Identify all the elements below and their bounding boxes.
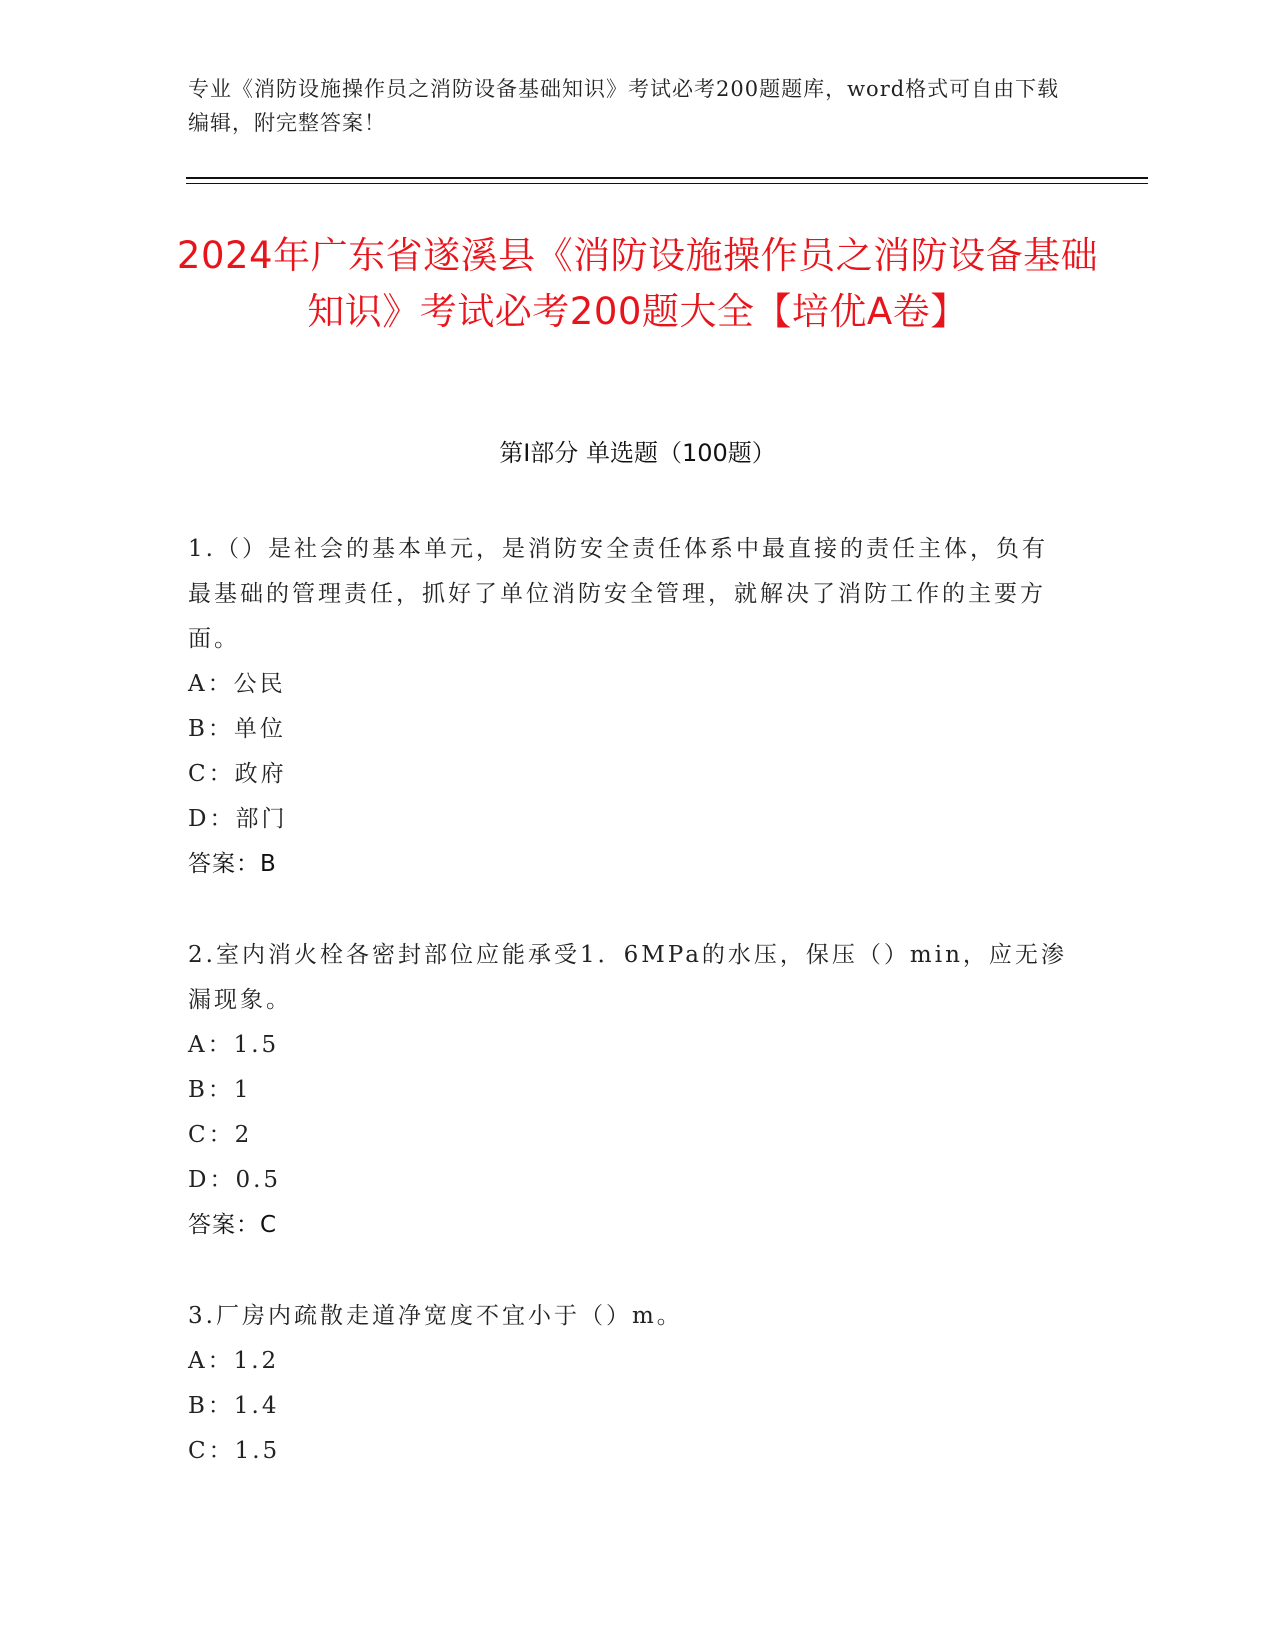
section-title: 第I部分 单选题（100题） [499, 439, 776, 467]
header-divider-thin [186, 183, 1148, 184]
option-a: A：公民 [188, 671, 286, 697]
option-a: A：1.5 [188, 1032, 280, 1058]
option-b: B：单位 [188, 716, 286, 742]
option-c: C：2 [188, 1122, 253, 1148]
question-stem: 3.厂房内疏散走道净宽度不宜小于（）m。 [188, 1303, 683, 1329]
header-note: 专业《消防设施操作员之消防设备基础知识》考试必考200题题库，word格式可自由下载编辑，附完整答案！ [188, 77, 1060, 135]
question-2 [188, 933, 1068, 1248]
document-title: 2024年广东省遂溪县《消防设施操作员之消防设备基础知识》考试必考200题大全【培优A卷】 [176, 234, 1099, 333]
option-b: B：1.4 [188, 1393, 280, 1419]
answer-label: 答案：C [188, 1212, 278, 1238]
option-c: C：政府 [188, 761, 287, 787]
option-d: D：部门 [188, 806, 288, 832]
option-c: C：1.5 [188, 1438, 281, 1464]
question-stem: 2.室内消火栓各密封部位应能承受1．6MPa的水压，保压（）min，应无渗漏现象。 [188, 942, 1067, 1013]
option-b: B：1 [188, 1077, 252, 1103]
question-1 [188, 527, 1068, 887]
question-list [188, 527, 1068, 1520]
answer-label: 答案：B [188, 851, 277, 877]
option-d: D：0.5 [188, 1167, 282, 1193]
header-divider-thick [186, 177, 1148, 179]
option-a: A：1.2 [188, 1348, 280, 1374]
question-stem: 1.（）是社会的基本单元，是消防安全责任体系中最直接的责任主体，负有最基础的管理责任，抓好了单位消防安全管理，就解决了消防工作的主要方面。 [188, 536, 1048, 652]
question-3 [188, 1294, 1068, 1474]
